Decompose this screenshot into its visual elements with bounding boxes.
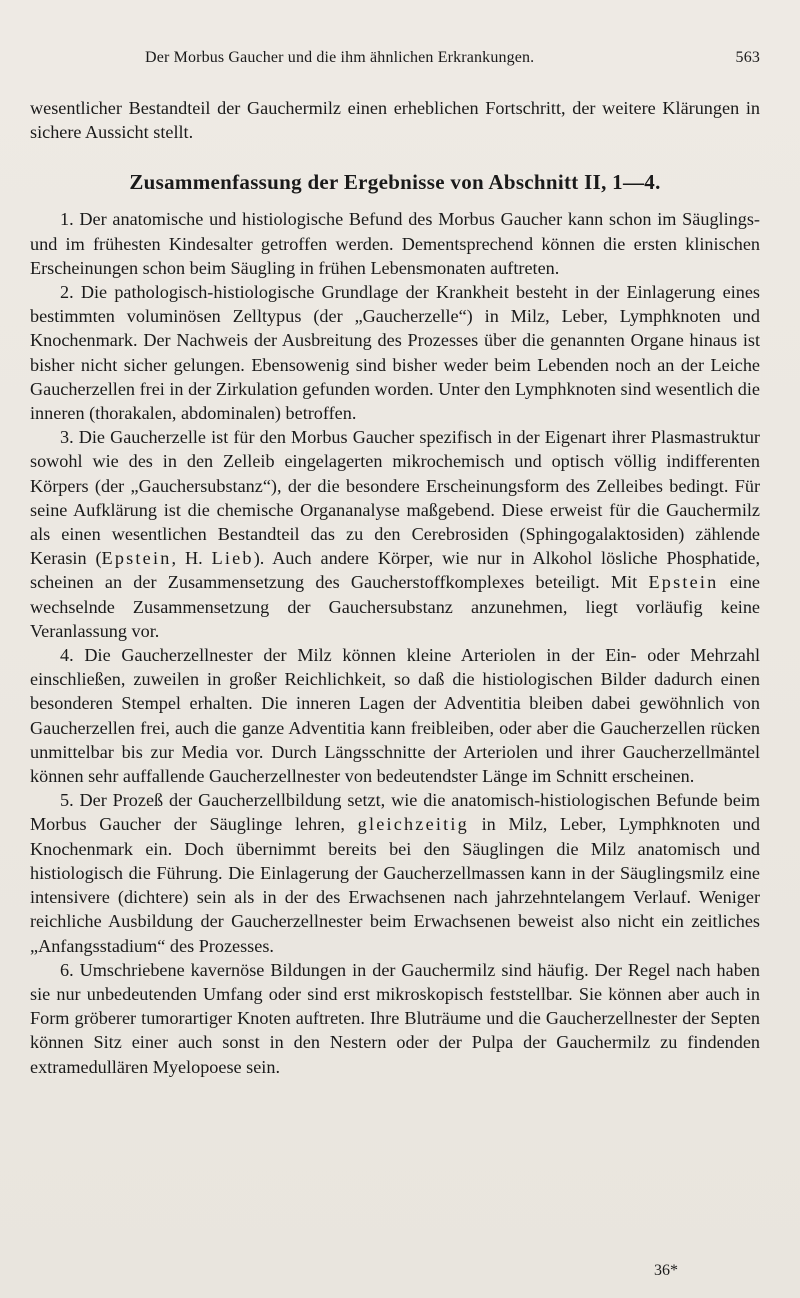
section-heading: Zusammenfassung der Ergebnisse von Abschnitt II, 1—4. bbox=[129, 170, 661, 195]
signature-mark: 36* bbox=[654, 1262, 678, 1279]
paragraph-6: 6. Umschriebene kavernöse Bildungen in der Gauchermilz sind häufig. Der Regel nach haben sie nur unbedeutenden Umfang oder sind erst mikroskopisch feststellbar. Sie können aber auch in Form gröberer tumorartiger Knoten auftreten. Ihre Bluträume und die Gaucherzellnester der Septen können Sitz einer auch sonst in den Nestern oder der Pulpa der Gauchermilz zu findenden extramedullären Myelopoese sein. bbox=[30, 959, 760, 1077]
author-name-lieb: Lieb bbox=[211, 548, 254, 569]
paragraph-3-text-a: 3. Die Gaucherzelle ist für den Morbus Gaucher spezifisch in der Eigenart ihrer Plasmastruktur sowohl wie des in den Zelleib eingelagerten mikrochemisch und optisch völlig indifferenten Körpers (der „Gauchersubstanz“), der die besondere Erscheinungsform des Zelleibes bedingt. Für seine Aufklärung ist die chemische Organanalyse maßgebend. Diese erweist für die Gauchermilz als einen wesentlichen Bestandteil das zu den Cerebrosiden (Sphingogalaktosiden) zählende Kerasin ( bbox=[30, 427, 760, 569]
author-name-epstein-2: Epstein bbox=[648, 572, 719, 593]
paragraph-5-text-b: in Milz, Leber, Lymphknoten und Knochenmark ein. Doch übernimmt bereits bei den Säuglingen die Milz anatomisch und histiologisch die Führung. Die Einlagerung der Gaucherzellmassen kann in der Säuglingsmilz eine intensivere (dichtere) sein als in der des Erwachsenen nach jahrzehntelangem Verlauf. Weniger reichliche Ausbildung der Gaucherzellnester beim Erwachsenen beweist also nicht ein zeitliches „Anfangsstadium“ des Prozesses. bbox=[30, 814, 760, 956]
page-number: 563 bbox=[735, 49, 760, 66]
author-name-epstein: Epstein bbox=[101, 548, 172, 569]
intro-paragraph: wesentlicher Bestandteil der Gauchermilz einen erheblichen Fortschritt, der weitere Klärungen in sichere Aussicht stellt. bbox=[30, 98, 760, 143]
running-head bbox=[30, 49, 760, 73]
emphasis-gleichzeitig: gleichzeitig bbox=[357, 814, 469, 835]
paragraph-3-text-b: , H. bbox=[171, 548, 212, 569]
paragraph-4: 4. Die Gaucherzellnester der Milz können kleine Arteriolen in der Ein- oder Mehrzahl einschließen, zuweilen in großer Reichlichkeit, so daß die histiologischen Bilder dadurch einen besonderen Stempel erhalten. Die inneren Lagen der Adventitia bleiben dabei gewöhnlich von Gaucherzellen frei, auch die ganze Adventitia kann freibleiben, oder aber die Gaucherzellen rücken unmittelbar bis zur Media vor. Durch Längsschnitte der Arteriolen und ihrer Gaucherzellmäntel können sehr auffallende Gaucherzellnester von bedeutendster Länge im Schnitt erscheinen. bbox=[30, 645, 760, 787]
body-text bbox=[30, 96, 760, 1079]
paragraph-3 bbox=[30, 425, 760, 643]
paragraph-2: 2. Die pathologisch-histiologische Grundlage der Krankheit besteht in der Einlagerung eines bestimmten voluminösen Zelltypus (der „Gaucherzelle“) in Milz, Leber, Lymphknoten und Knochenmark. Der Nachweis der Ausbreitung des Prozesses über die genannten Organe hinaus ist bisher nicht sicher gelungen. Ebensowenig sind bisher weder beim Lebenden noch an der Leiche Gaucherzellen frei in der Zirkulation gefunden worden. Unter den Lymphknoten sind wesentlich die inneren (thorakalen, abdominalen) betroffen. bbox=[30, 282, 760, 424]
running-head-title: Der Morbus Gaucher und die ihm ähnlichen Erkrankungen. bbox=[145, 49, 535, 66]
paragraph-3-text-c: ). Auch andere Körper, wie nur in Alkohol lösliche Phosphatide, scheinen an der Zusammensetzung des Gaucherstoffkomplexes beteiligt. Mit bbox=[30, 548, 760, 593]
paragraph-1: 1. Der anatomische und histiologische Befund des Morbus Gaucher kann schon im Säuglings- und im frühesten Kindesalter getroffen werden. Dementsprechend können die ersten klinischen Erscheinungen schon beim Säugling in frühen Lebensmonaten auftreten. bbox=[30, 209, 760, 278]
paragraph-3-text-d: eine wechselnde Zusammensetzung der Gauchersubstanz anzunehmen, liegt vorläufig keine Veranlassung vor. bbox=[30, 572, 760, 641]
paragraph-5-text-a: 5. Der Prozeß der Gaucherzellbildung setzt, wie die anatomisch-histiologischen Befunde beim Morbus Gaucher der Säuglinge lehren, bbox=[30, 790, 760, 835]
paragraph-5 bbox=[30, 788, 760, 957]
